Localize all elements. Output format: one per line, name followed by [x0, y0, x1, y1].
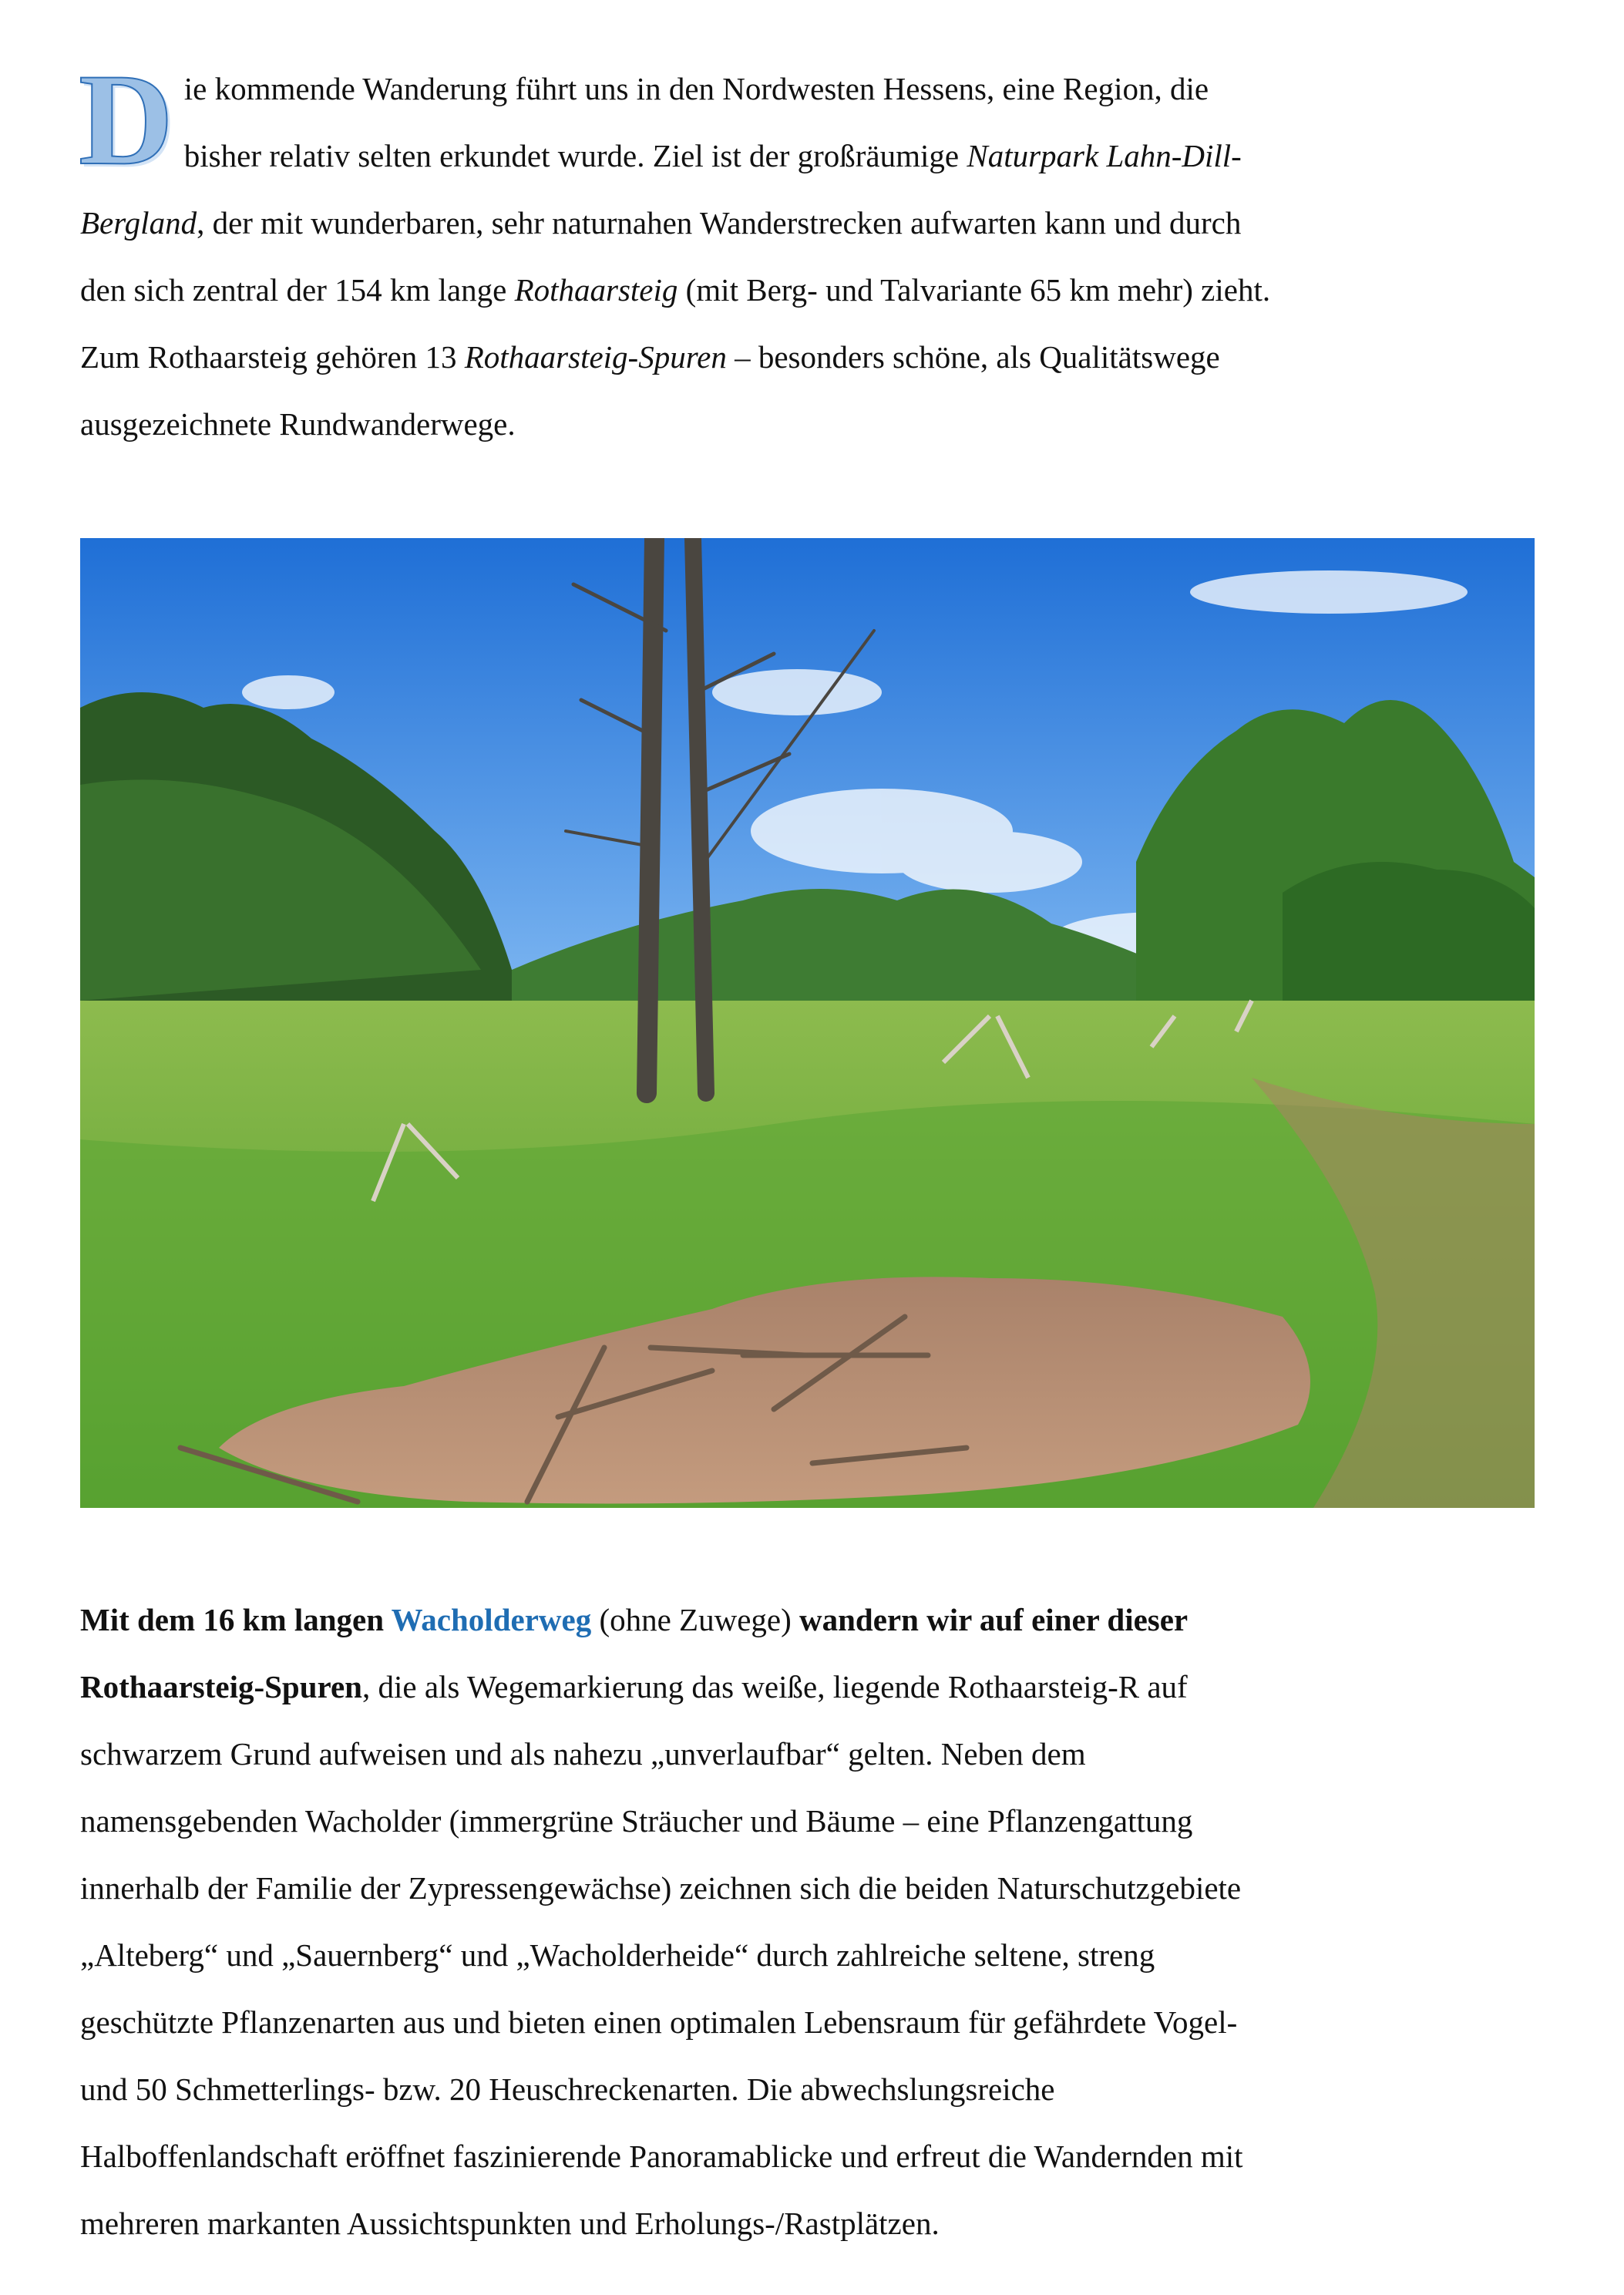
body-line-8: und 50 Schmetterlings- bzw. 20 Heuschreckenarten. Die abwechslungsreiche [80, 2071, 1055, 2107]
drop-cap: D [79, 47, 173, 192]
intro-line-6: ausgezeichnete Rundwanderwege. [80, 406, 516, 442]
body-line-2: Rothaarsteig-Spuren, die als Wegemarkierung das weiße, liegende Rothaarsteig-R auf [80, 1669, 1188, 1704]
intro-line-4: den sich zentral der 154 km lange Rothaarsteig (mit Berg- und Talvariante 65 km mehr) zieht. [80, 272, 1271, 308]
intro-line-2: bisher relativ selten erkundet wurde. Ziel ist der großräumige Naturpark Lahn-Dill- [183, 138, 1242, 173]
body-line-4: namensgebenden Wacholder (immergrüne Sträucher und Bäume – eine Pflanzengattung [80, 1803, 1193, 1839]
intro-line-3: Bergland, der mit wunderbaren, sehr naturnahen Wanderstrecken aufwarten kann und durch [80, 205, 1242, 241]
intro-paragraph [79, 47, 1545, 458]
body-line-7: geschützte Pflanzenarten aus und bieten einen optimalen Lebensraum für gefährdete Vogel- [80, 2004, 1238, 2040]
body-line-10: mehreren markanten Aussichtspunkten und Erholungs-/Rastplätzen. [80, 2206, 940, 2241]
bergland-term: Bergland [80, 205, 197, 241]
body-line-6: „Alteberg“ und „Sauernberg“ und „Wacholderheide“ durch zahlreiche seltene, streng [80, 1937, 1155, 1973]
rothaarsteig-term: Rothaarsteig [514, 272, 678, 308]
naturpark-term: Naturpark Lahn-Dill- [967, 138, 1242, 173]
landscape-photo [80, 538, 1535, 1508]
spuren-term: Rothaarsteig-Spuren [464, 339, 727, 375]
wacholderweg-link[interactable]: Wacholderweg [391, 1602, 592, 1637]
intro-line-1: ie kommende Wanderung führt uns in den Nordwesten Hessens, eine Region, die [183, 71, 1209, 106]
body-line-5: innerhalb der Familie der Zypressengewächse) zeichnen sich die beiden Naturschutzgebiete [80, 1870, 1242, 1906]
body-line-9: Halboffenlandschaft eröffnet faszinierende Panoramablicke und erfreut die Wandernden mit [80, 2139, 1243, 2174]
body-paragraph [80, 1587, 1545, 2257]
intro-line-5: Zum Rothaarsteig gehören 13 Rothaarsteig-Spuren – besonders schöne, als Qualitätswege [80, 339, 1220, 375]
body-line-3: schwarzem Grund aufweisen und als nahezu „unverlaufbar“ gelten. Neben dem [80, 1736, 1086, 1772]
body-line-1: Mit dem 16 km langen Wacholderweg (ohne Zuwege) wandern wir auf einer dieser [80, 1602, 1189, 1637]
